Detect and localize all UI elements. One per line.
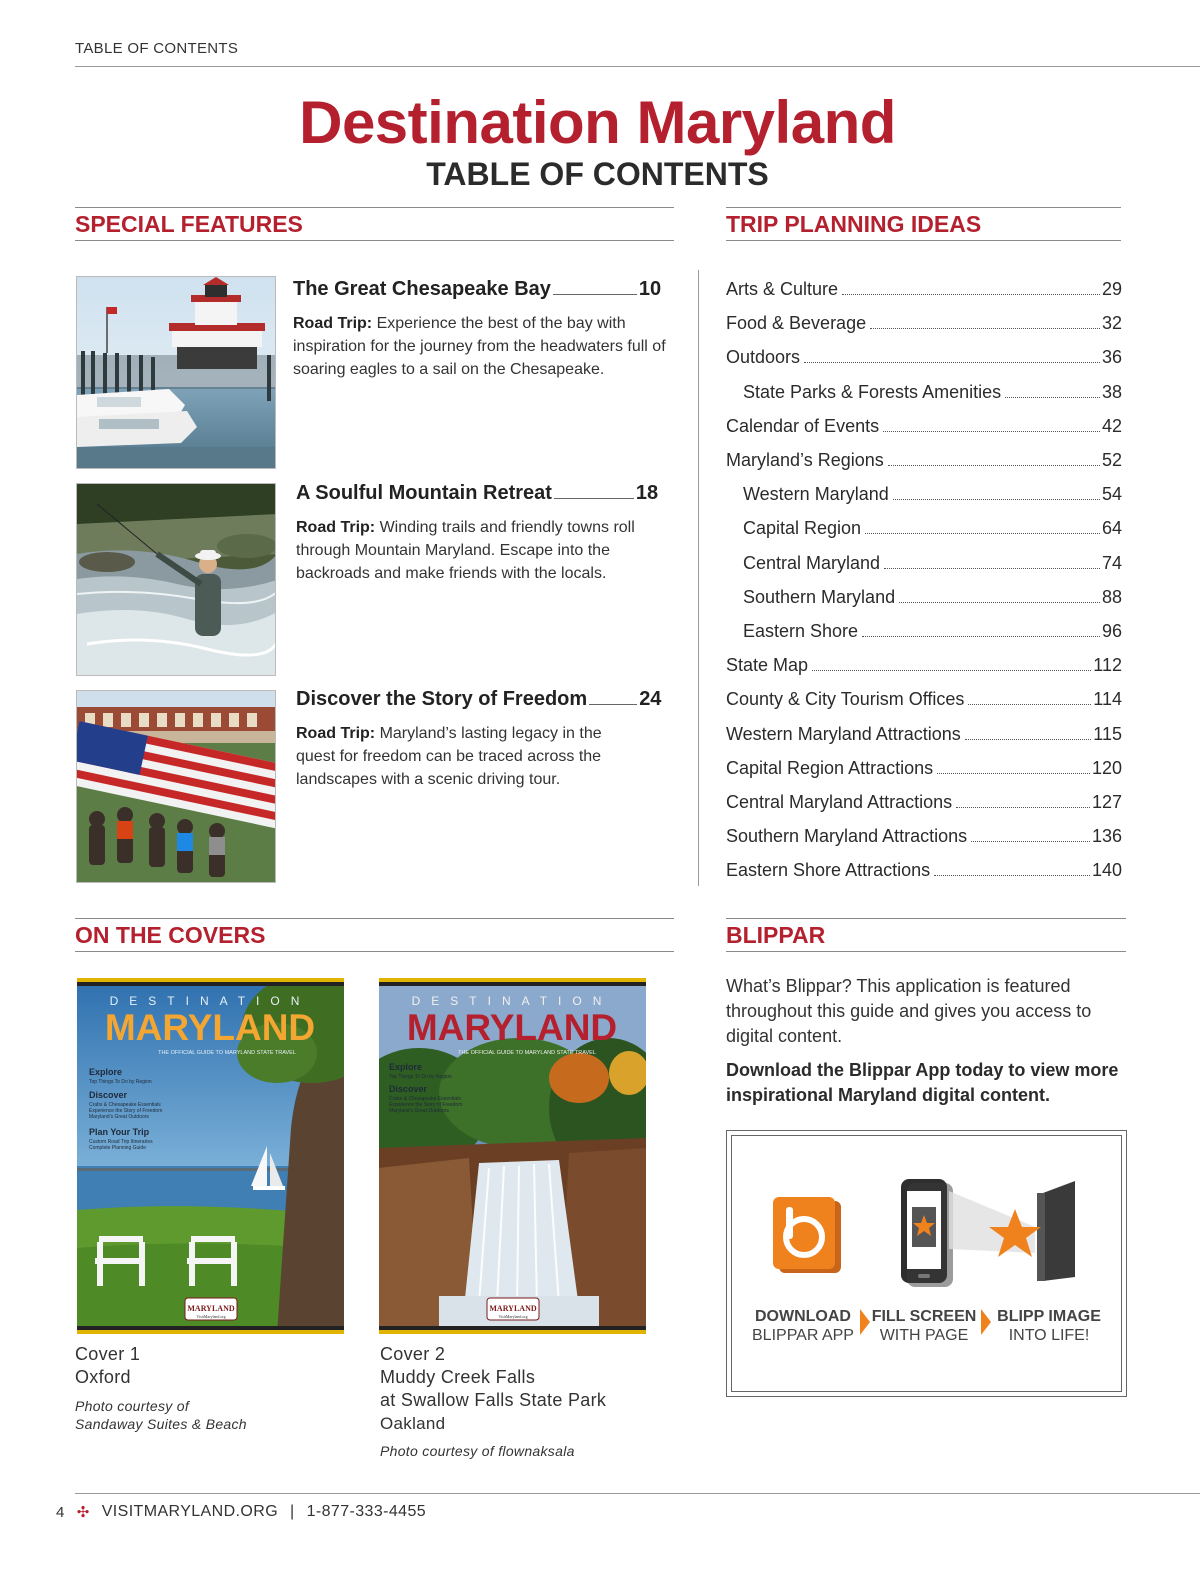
road-trip-label: Road Trip: (293, 315, 373, 332)
step-label: WITH PAGE (879, 1327, 969, 1344)
cover-discover-sub: Maryland’s Great Outdoors (389, 1108, 449, 1114)
leader-dots (968, 704, 1091, 705)
leader-dots (888, 465, 1100, 466)
footer-rule (75, 1493, 1200, 1494)
toc-entry-page: 32 (1101, 313, 1122, 333)
cover-caption-line: Oakland (380, 1414, 446, 1433)
toc-entry-page: 136 (1091, 826, 1122, 846)
step-fill-screen (869, 1307, 979, 1345)
leader-line (589, 704, 637, 705)
cover-plan-sub: Custom Road Trip Itineraries (89, 1139, 153, 1145)
page-title: Destination Maryland (299, 89, 896, 156)
cover-badge-url: VisitMaryland.org (498, 1314, 528, 1319)
flag-fort-photo (76, 690, 276, 883)
cover-masthead-top: DESTINATION (411, 994, 613, 1008)
blippar-intro: What’s Blippar? This application is featured throughout this guide and gives you access to digital content. (726, 976, 1092, 1046)
toc-entry[interactable] (726, 379, 1122, 403)
leader-dots (965, 739, 1092, 740)
toc-entry[interactable] (726, 721, 1122, 745)
footer-separator: | (290, 1503, 295, 1520)
cover-discover-sub: Maryland’s Great Outdoors (89, 1114, 149, 1120)
toc-entry[interactable] (726, 652, 1122, 676)
toc-entry-page: 42 (1101, 416, 1122, 436)
toc-entry-label: Western Maryland (743, 484, 889, 504)
cover-masthead-top: DESTINATION (109, 994, 311, 1008)
toc-entry-page: 38 (1101, 382, 1122, 402)
cover-explore: Explore (389, 1062, 423, 1072)
leader-dots (971, 841, 1090, 842)
toc-entry-label: Food & Beverage (726, 313, 867, 333)
leader-dots (842, 294, 1100, 295)
feature-page-number: 10 (638, 278, 662, 300)
cover-1-image (77, 978, 344, 1334)
blippar-heading: BLIPPAR (726, 918, 1126, 952)
toc-entry-label: Eastern Shore Attractions (726, 860, 931, 880)
toc-entry-page: 74 (1101, 553, 1122, 573)
toc-entry[interactable] (726, 618, 1122, 642)
toc-entry-label: State Map (726, 655, 809, 675)
toc-entry-label: State Parks & Forests Amenities (743, 382, 1002, 402)
column-divider (698, 270, 699, 886)
toc-entry-label: Western Maryland Attractions (726, 724, 961, 744)
toc-entry-label: Central Maryland Attractions (726, 792, 953, 812)
toc-entry-label: Calendar of Events (726, 416, 880, 436)
toc-entry-label: Central Maryland (743, 553, 881, 573)
website-link[interactable]: VISITMARYLAND.ORG (101, 1503, 279, 1520)
cover-discover-sub: Crabs & Chesapeake Essentials (89, 1102, 161, 1108)
feature-title[interactable] (293, 278, 661, 301)
cover-discover-sub: Experience the Story of Freedom (89, 1108, 163, 1114)
toc-entry-page: 64 (1101, 518, 1122, 538)
chevron-right-icon (981, 1309, 991, 1340)
covers-heading: ON THE COVERS (75, 918, 674, 952)
feature-page-number: 18 (635, 482, 659, 504)
cover-tagline: THE OFFICIAL GUIDE TO MARYLAND STATE TRAVEL (458, 1050, 596, 1056)
feature-description-text: Experience the best of the bay with inspiration for the journey from the headwaters full of soaring eagles to a sail on the Chesapeake. (293, 315, 666, 378)
toc-entry-page: 120 (1091, 758, 1122, 778)
toc-entry-label: Eastern Shore (743, 621, 859, 641)
feature-description (296, 722, 626, 791)
road-trip-label: Road Trip: (296, 519, 376, 536)
leader-dots (865, 533, 1100, 534)
toc-entry[interactable] (726, 481, 1122, 505)
top-rule (75, 66, 1200, 67)
feature-title[interactable] (296, 688, 661, 711)
blippar-instructions (726, 1130, 1127, 1397)
toc-entry-page: 29 (1101, 279, 1122, 299)
cover-2-credit: Photo courtesy of flownaksala (380, 1443, 575, 1459)
cover-discover-sub: Crabs & Chesapeake Essentials (389, 1096, 461, 1102)
leader-dots (934, 875, 1090, 876)
cover-masthead-main: MARYLAND (104, 1007, 316, 1048)
toc-entry[interactable] (726, 755, 1122, 779)
toc-entry[interactable] (726, 276, 1122, 300)
cover-explore-sub: Top Things To Do by Region (389, 1074, 452, 1080)
toc-entry[interactable] (726, 857, 1122, 881)
feature-page-number: 24 (639, 688, 662, 710)
leader-dots (870, 328, 1100, 329)
toc-entry-page: 112 (1093, 655, 1122, 675)
cover-plan-sub: Complete Planning Guide (89, 1145, 146, 1151)
leader-dots (812, 670, 1091, 671)
toc-entry-label: Capital Region Attractions (726, 758, 934, 778)
toc-entry-page: 88 (1101, 587, 1122, 607)
leader-line (554, 498, 634, 499)
cover-1-credit (75, 1397, 247, 1433)
cover-badge: MARYLAND (187, 1304, 235, 1313)
blippar-cta: Download the Blippar App today to view more inspirational Maryland digital content. (726, 1060, 1119, 1105)
cover-plan: Plan Your Trip (89, 1127, 150, 1137)
leader-dots (893, 499, 1100, 500)
fly-fishing-photo (76, 483, 276, 676)
blipp-image-icon (945, 1177, 1085, 1287)
step-download (747, 1307, 859, 1345)
toc-entry-label: Maryland’s Regions (726, 450, 884, 470)
feature-description (296, 516, 666, 585)
toc-entry[interactable] (726, 447, 1122, 471)
toc-entry[interactable] (726, 344, 1122, 368)
leader-dots (1005, 397, 1100, 398)
cover-explore: Explore (89, 1067, 123, 1077)
cover-discover-sub: Experience the Story of Freedom (389, 1102, 463, 1108)
toc-entry[interactable] (726, 310, 1122, 334)
toc-entry-page: 54 (1101, 484, 1122, 504)
leader-dots (884, 568, 1100, 569)
toc-entry-label: Capital Region (743, 518, 862, 538)
cover-2-image (379, 978, 646, 1334)
ornament-icon: ✣ (76, 1504, 90, 1521)
leader-dots (956, 807, 1090, 808)
leader-line (553, 294, 637, 295)
toc-entry-label: Arts & Culture (726, 279, 839, 299)
toc-entry[interactable] (726, 823, 1122, 847)
feature-description-text: Maryland’s lasting legacy in the quest for freedom can be traced across the landscapes with a scenic driving tour. (296, 725, 602, 788)
special-features-heading: SPECIAL FEATURES (75, 207, 674, 241)
page-subtitle: TABLE OF CONTENTS (426, 156, 769, 192)
leader-dots (883, 431, 1100, 432)
toc-entry-page: 52 (1101, 450, 1122, 470)
feature-title-text: The Great Chesapeake Bay (293, 278, 551, 300)
cover-caption-line: at Swallow Falls State Park (380, 1390, 607, 1410)
toc-entry[interactable] (726, 413, 1122, 437)
page-number: 4 (56, 1503, 65, 1521)
toc-entry-label: Outdoors (726, 347, 801, 367)
cover-discover: Discover (389, 1084, 428, 1094)
toc-entry-page: 140 (1091, 860, 1122, 880)
cover-badge-url: VisitMaryland.org (196, 1314, 226, 1319)
road-trip-label: Road Trip: (296, 725, 376, 742)
leader-dots (899, 602, 1100, 603)
toc-entry-page: 36 (1101, 347, 1122, 367)
cover-caption-line: Oxford (75, 1367, 131, 1387)
cover-credit-line: Photo courtesy of (75, 1398, 190, 1414)
lighthouse-photo (76, 276, 276, 469)
toc-entry[interactable] (726, 515, 1122, 539)
toc-entry-page: 114 (1093, 689, 1122, 709)
toc-entry[interactable] (726, 789, 1122, 813)
step-label-bold: BLIPP IMAGE (997, 1308, 1101, 1325)
cover-credit-line: Sandaway Suites & Beach (75, 1416, 247, 1432)
cover-caption-line: Cover 2 (380, 1344, 446, 1364)
toc-entry[interactable] (726, 550, 1122, 574)
feature-title-text: A Soulful Mountain Retreat (296, 482, 552, 504)
cover-badge: MARYLAND (489, 1304, 537, 1313)
feature-description (293, 312, 678, 381)
step-label: BLIPPAR APP (752, 1327, 854, 1344)
cover-tagline: THE OFFICIAL GUIDE TO MARYLAND STATE TRAVEL (158, 1050, 296, 1056)
toc-entry[interactable] (726, 584, 1122, 608)
feature-title[interactable] (296, 482, 658, 505)
cover-masthead-main: MARYLAND (406, 1007, 618, 1048)
cover-caption-line: Cover 1 (75, 1344, 141, 1364)
leader-dots (804, 362, 1100, 363)
toc-entry[interactable] (726, 686, 1122, 710)
cover-explore-sub: Top Things To Do by Region (89, 1079, 152, 1085)
footer (56, 1503, 426, 1521)
toc-entry-label: Southern Maryland (743, 587, 896, 607)
toc-entry-label: County & City Tourism Offices (726, 689, 965, 709)
cover-caption-line: Muddy Creek Falls (380, 1367, 536, 1387)
cover-2-caption (380, 1343, 606, 1435)
cover-discover: Discover (89, 1090, 128, 1100)
feature-title-text: Discover the Story of Freedom (296, 688, 588, 710)
toc-entry-page: 127 (1091, 792, 1122, 812)
step-label: INTO LIFE! (1008, 1327, 1090, 1344)
toc-entry-label: Southern Maryland Attractions (726, 826, 968, 846)
leader-dots (937, 773, 1090, 774)
step-label-bold: FILL SCREEN (871, 1308, 977, 1325)
toc-entry-page: 96 (1101, 621, 1122, 641)
trip-planning-heading: TRIP PLANNING IDEAS (726, 207, 1121, 241)
cover-1-caption (75, 1343, 140, 1389)
step-label-bold: DOWNLOAD (755, 1308, 851, 1325)
blippar-app-icon (773, 1197, 843, 1275)
running-head: TABLE OF CONTENTS (75, 40, 239, 57)
leader-dots (862, 636, 1100, 637)
feature-description-text: Winding trails and friendly towns roll through Mountain Maryland. Escape into the backroads and make friends with the locals. (296, 519, 635, 582)
step-blipp-image (991, 1307, 1107, 1345)
phone-number[interactable]: 1-877-333-4455 (306, 1503, 427, 1520)
toc-entry-page: 115 (1093, 724, 1122, 744)
